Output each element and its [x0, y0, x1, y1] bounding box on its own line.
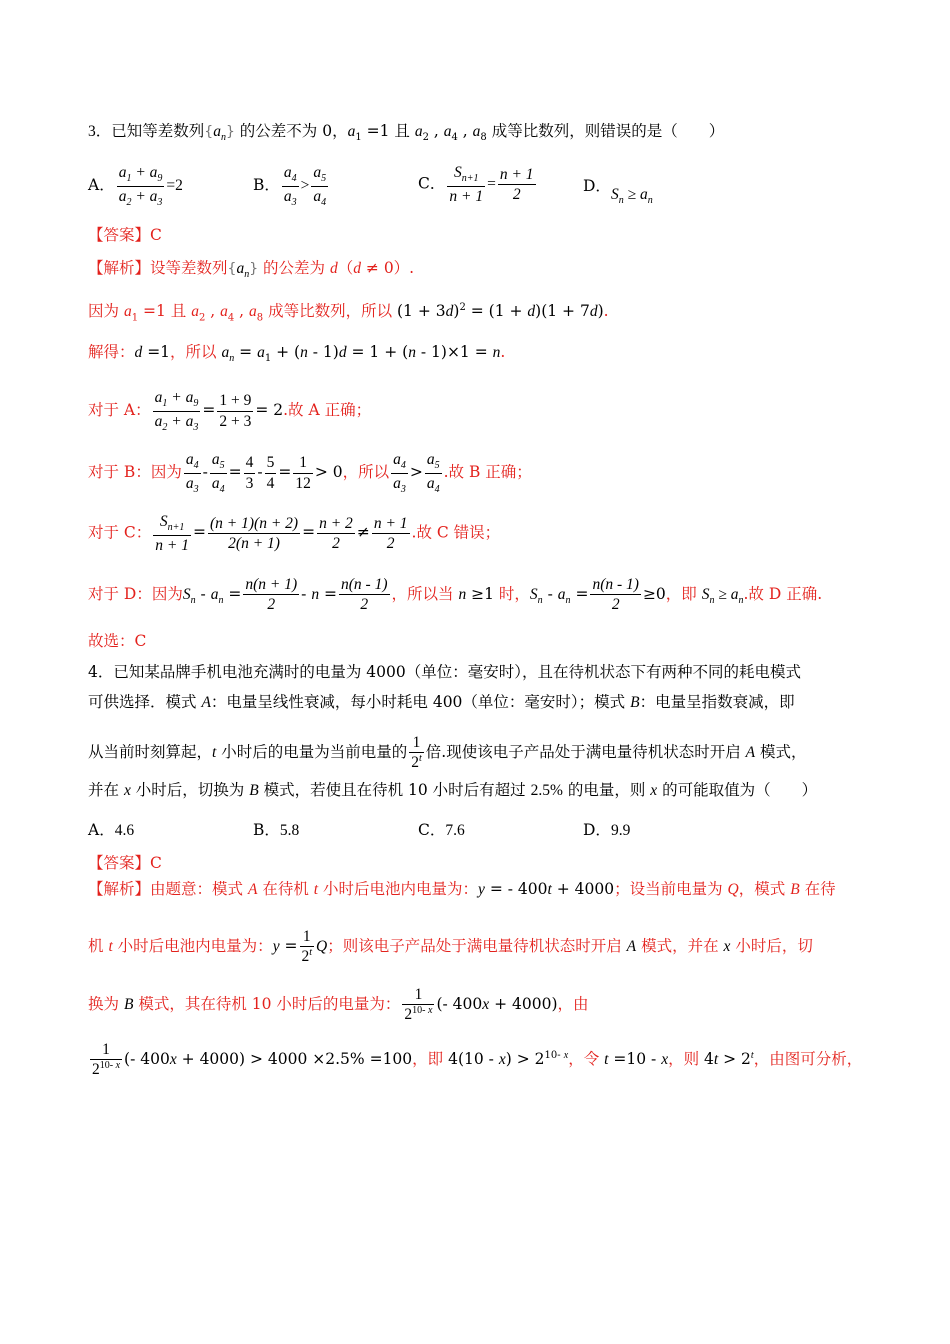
- q3-option-c: C． $\frac{S_{n+1}}{n + 1}$ = $\frac{n + 1}{2}$: [418, 164, 534, 205]
- q4-option-c: C．7.6: [418, 821, 465, 839]
- q4-stem-4: 并在 x 小时后，切换为 B 模式，若使且在待机 10 小时后有超过 2.5% 的电量，则 x 的可能取值为（ ）: [88, 781, 818, 799]
- q4-option-b-value: 5.8: [279, 822, 300, 839]
- q3-option-a: A． $\frac{a_1 + a_9}{a_2 + a_3}$ =2: [88, 164, 183, 208]
- q3-analysis-6: 对于 C： $\frac{S_{n+1}}{n + 1}$ = $\frac{(n + 1)(n + 2)}{2(n + 1)}$ = $\frac{n + 2}{2}$ ≠ $\frac{n + 1}{2}$ .故 C 错误；: [88, 513, 501, 554]
- q4-stem-3: 从当前时刻算起，t 小时后的电量为当前电量的 $\frac{1}{2^t}$ 倍.现使该电子产品处于满电量待机状态时开启 A 模式，: [88, 734, 807, 772]
- q4-stem-1: 4．已知某品牌手机电池充满时的电量为 4000（单位：毫安时），且在待机状态下有两种不同的耗电模式: [88, 663, 801, 681]
- q3-answer: 【答案】C: [88, 226, 162, 244]
- q4-option-b: B．5.8: [253, 821, 300, 839]
- q4-option-a-value: 4.6: [114, 822, 135, 839]
- q3-analysis-2: 因为 $a_1 =1$ 且 $a_2$ , $a_4$ , $a_8$ 成等比数列，所以 $(1 + 3d)^2 = (1 + d)(1 + 7d)$.: [88, 302, 609, 324]
- q4-option-d-value: 9.9: [610, 822, 631, 839]
- q4-stem-2: 可供选择．模式 A：电量呈线性衰减，每小时耗电 400（单位：毫安时）；模式 B：电量呈指数衰减，即: [88, 693, 795, 711]
- q4-option-c-value: 7.6: [445, 822, 465, 839]
- q4-option-d: D．9.9: [583, 821, 631, 839]
- q4-option-a: A．4.6: [88, 821, 135, 839]
- q3-analysis-7: 对于 D：因为$S_n - a_n$ = $\frac{n(n + 1)}{2}$ - n = $\frac{n(n - 1)}{2}$ ，所以当 n ≥1 时，$S_n - a_n$ = $\frac{n(n - 1)}{2}$ ≥0，即 $S_n \ge a_n$.故 D 正确.: [88, 576, 823, 614]
- q3-conclusion: 故选：C: [88, 632, 147, 650]
- q3-analysis-1: 【解析】设等差数列$\{a_n\}$ 的公差为 d（d ≠ 0）.: [88, 259, 415, 281]
- q3-stem: 3．已知等差数列$\{a_n\}$ 的公差不为 0，$a_1 =1$ 且 $a_2$ , $a_4$ , $a_8$ 成等比数列，则错误的是（ ）: [88, 122, 725, 144]
- q4-analysis-4: $\frac{1}{2^{10- x}}$ (- 400x + 4000) > 4000 ×2.5% =100，即 $4(10 - x) > 2^{10- x}$，令 t =10 - x，则 $4t > 2^t$，由图可分析，: [92, 1041, 863, 1079]
- q4-analysis-3: 换为 B 模式，其在待机 10 小时后的电量为： $\frac{1}{2^{10- x}}$ (- 400x + 4000)，由: [88, 986, 589, 1024]
- q3-analysis-4: 对于 A： $\frac{a_1 + a_9}{a_2 + a_3}$ = $\frac{1 + 9}{2 + 3}$ = 2.故 A 正确；: [88, 389, 372, 433]
- q3-option-b: B． $\frac{a_4}{a_3}$ > $\frac{a_5}{a_4}$: [253, 164, 327, 208]
- q4-analysis-2: 机 t 小时后电池内电量为：y = $\frac{1}{2^t}$ Q；则该电子产品处于满电量待机状态时开启 A 模式，并在 x 小时后，切: [88, 928, 813, 966]
- q3-analysis-3: 解得：d =1，所以 $a_n = a_1 + (n - 1)d = 1 + (n - 1)\times 1 = n$.: [88, 343, 506, 365]
- q4-analysis-1: 【解析】由题意：模式 A 在待机 t 小时后电池内电量为：y = - 400t + 4000；设当前电量为 Q，模式 B 在待: [88, 880, 836, 898]
- q3-option-d: D．$S_n \ge a_n$: [583, 177, 653, 207]
- q4-answer: 【答案】C: [88, 854, 162, 872]
- q3-analysis-5: 对于 B：因为 $\frac{a_4}{a_3}$ - $\frac{a_5}{a_4}$ = $\frac{4}{3}$ - $\frac{5}{4}$ = $\frac{1}{12}$ > 0，所以 $\frac{a_4}{a_3}$ > $\frac{a_5}{a_4}$ .故 B 正确；: [88, 451, 532, 495]
